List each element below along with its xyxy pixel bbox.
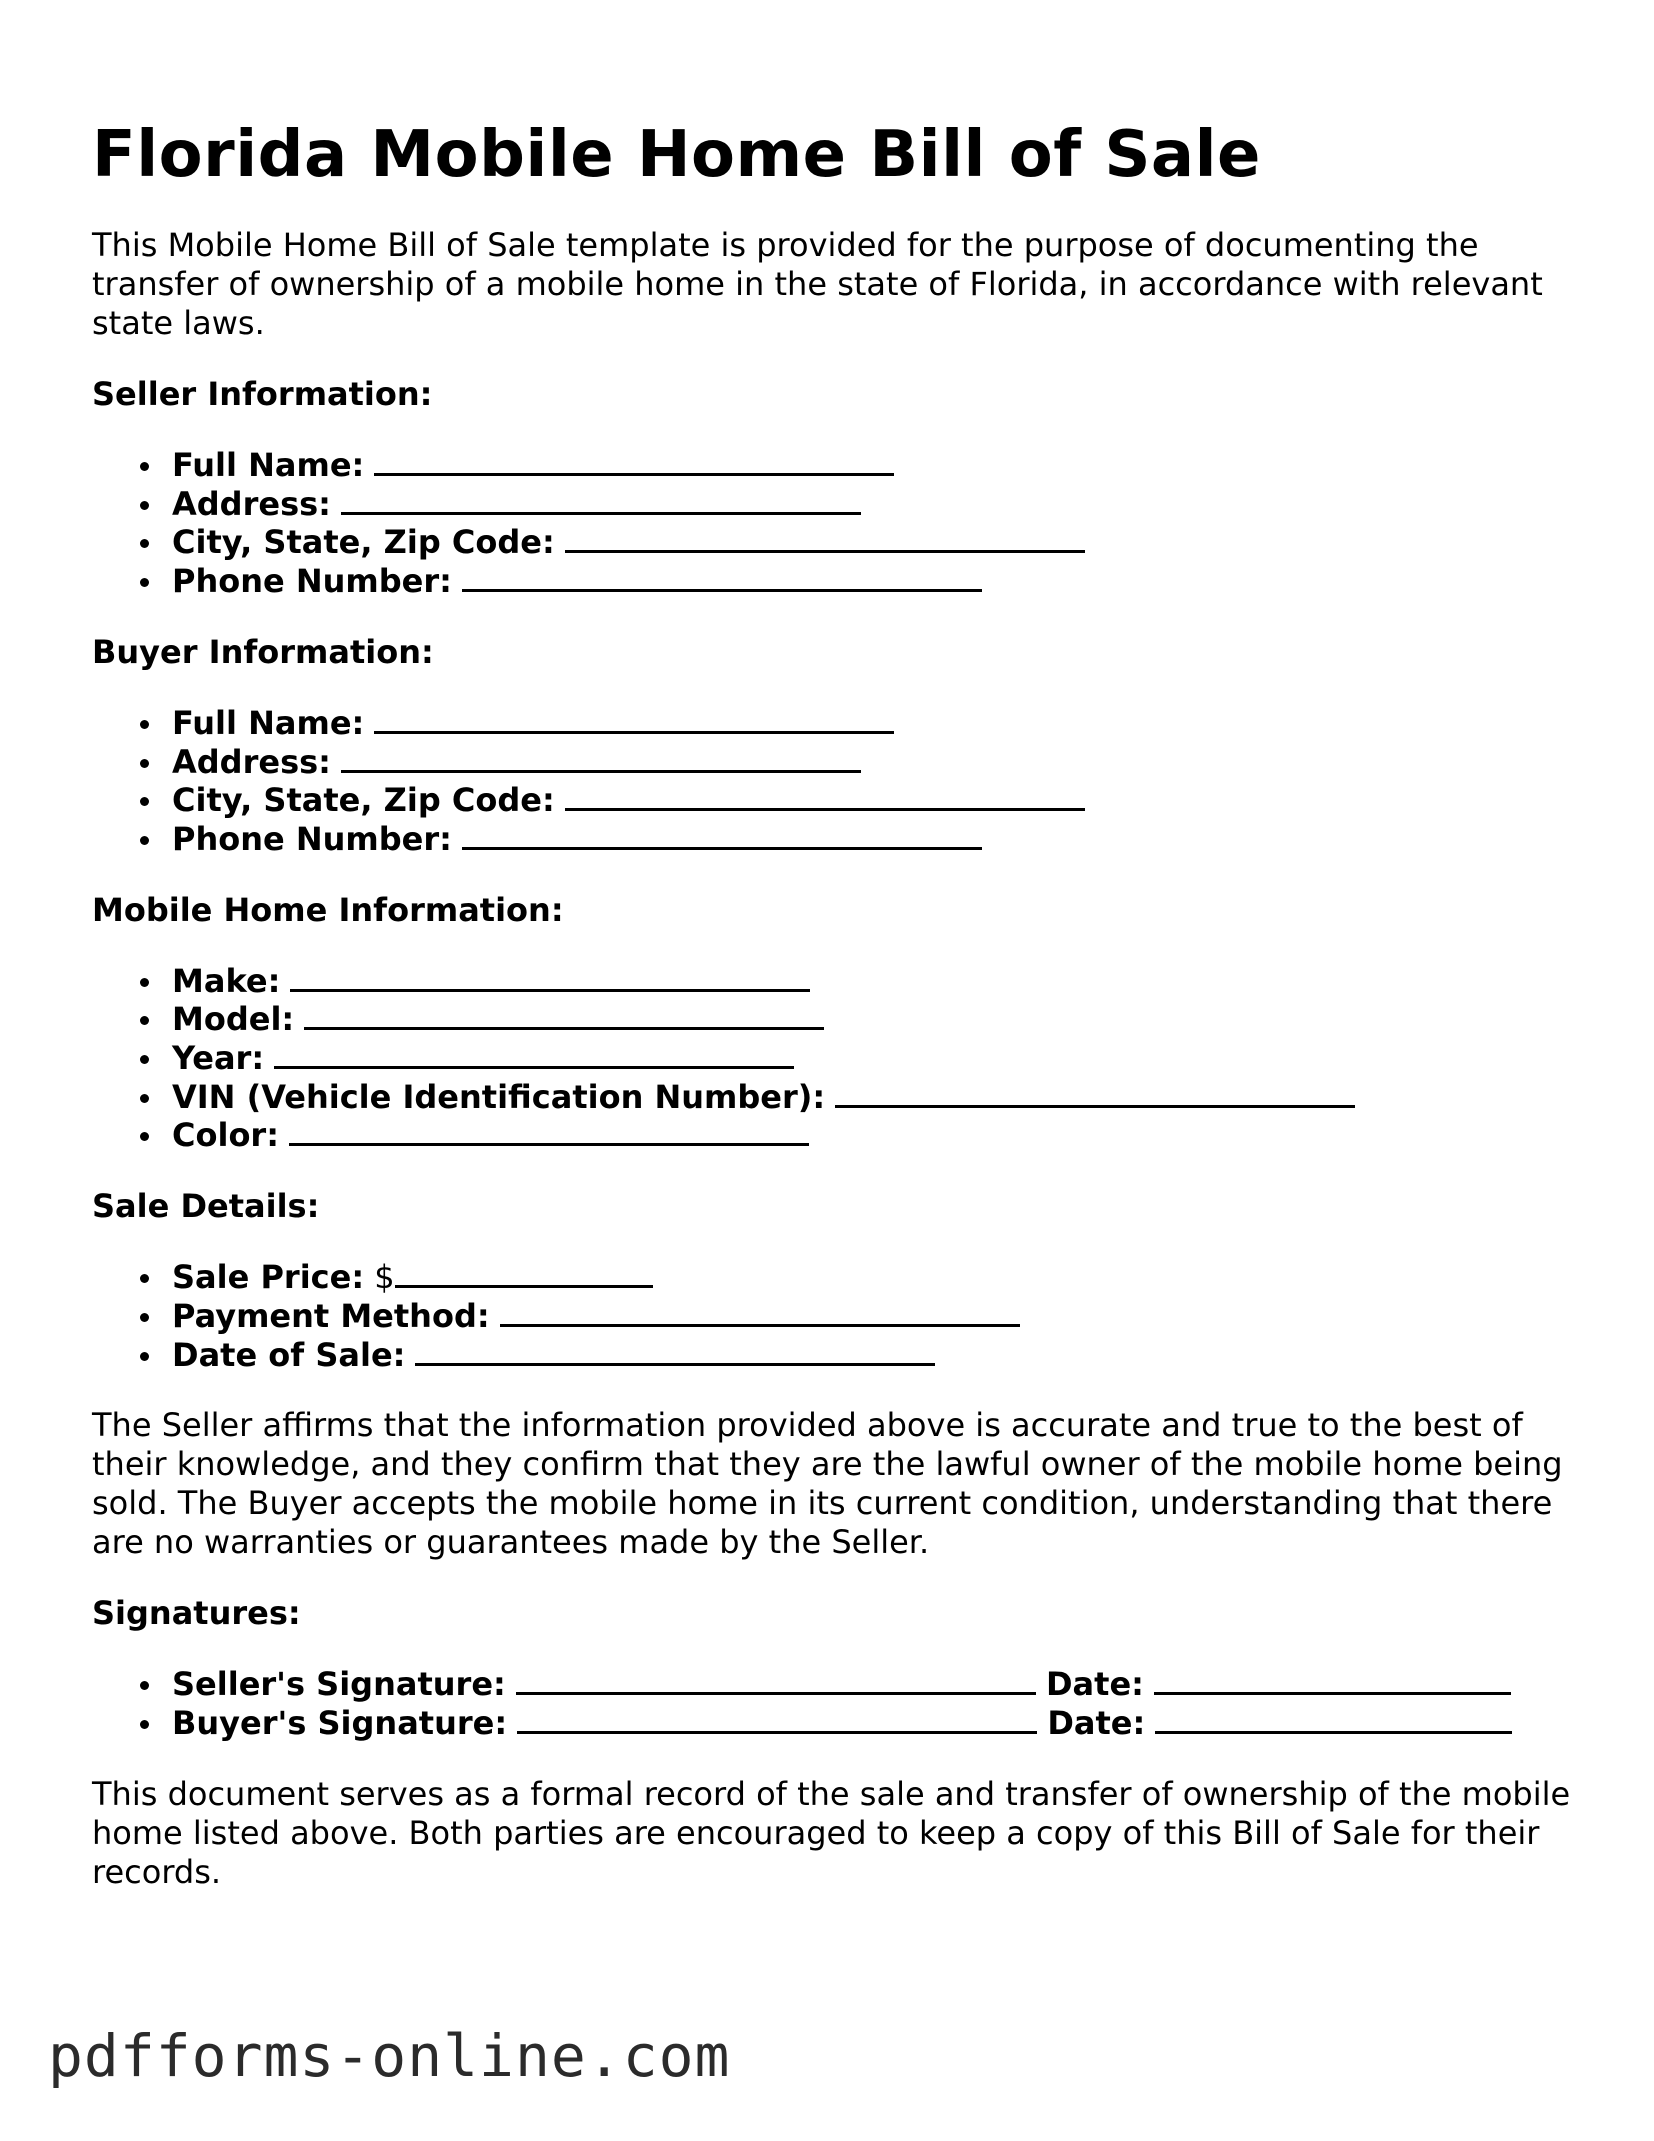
seller-fields xyxy=(92,446,1592,601)
field-label: VIN (Vehicle Identification Number): xyxy=(172,1077,826,1116)
date-of-sale-blank[interactable] xyxy=(415,1363,935,1366)
document-page xyxy=(92,112,1592,1892)
mobile-home-heading: Mobile Home Information: xyxy=(92,890,564,929)
field-label: Address: xyxy=(172,484,331,523)
sale-details-fields xyxy=(92,1258,1592,1374)
field-label: Date of Sale: xyxy=(172,1335,406,1374)
seller-heading: Seller Information: xyxy=(92,375,433,413)
field-label: Phone Number: xyxy=(172,562,452,601)
seller-city-state-zip-field[interactable] xyxy=(172,523,1592,562)
payment-method-blank[interactable] xyxy=(500,1324,1020,1327)
mobile-home-fields xyxy=(92,962,1592,1156)
field-label: City, State, Zip Code: xyxy=(172,781,555,820)
signatures-heading: Signatures: xyxy=(92,1594,301,1633)
date-label: Date: xyxy=(1047,1703,1146,1742)
seller-signature-blank[interactable] xyxy=(516,1692,1036,1695)
model-field[interactable] xyxy=(172,1000,1592,1039)
seller-phone-blank[interactable] xyxy=(462,589,982,592)
buyer-signature-blank[interactable] xyxy=(517,1731,1037,1734)
watermark: pdfforms-online.com xyxy=(48,2022,731,2090)
buyer-heading: Buyer Information: xyxy=(92,632,434,671)
color-field[interactable] xyxy=(172,1116,1592,1155)
field-label: Phone Number: xyxy=(172,819,452,858)
model-blank[interactable] xyxy=(304,1027,824,1030)
field-label: Model: xyxy=(172,1000,295,1039)
signature-fields xyxy=(92,1665,1592,1742)
date-label: Date: xyxy=(1045,1665,1144,1704)
make-blank[interactable] xyxy=(290,989,810,992)
buyer-fields xyxy=(92,704,1592,859)
document-title: Florida Mobile Home Bill of Sale xyxy=(92,118,1261,192)
field-label: Buyer's Signature: xyxy=(172,1703,508,1742)
field-label: Seller's Signature: xyxy=(172,1665,506,1704)
buyer-city-state-zip-field[interactable] xyxy=(172,781,1592,820)
seller-phone-field[interactable] xyxy=(172,562,1592,601)
field-label: Address: xyxy=(172,742,331,781)
vin-field[interactable] xyxy=(172,1078,1592,1117)
field-label: Make: xyxy=(172,961,281,1000)
seller-address-blank[interactable] xyxy=(341,512,861,515)
field-label: Full Name: xyxy=(172,446,365,484)
seller-full-name-field[interactable] xyxy=(172,446,1592,485)
buyer-phone-field[interactable] xyxy=(172,820,1592,859)
buyer-phone-blank[interactable] xyxy=(462,847,982,850)
closing-paragraph: This document serves as a formal record of the sale and transfer of ownership of the mobile home listed above. Both parties are encouraged to keep a copy of this Bill of Sale for their records. xyxy=(92,1774,1571,1891)
buyer-signature-field[interactable] xyxy=(172,1704,1592,1743)
buyer-address-blank[interactable] xyxy=(341,770,861,773)
year-field[interactable] xyxy=(172,1039,1592,1078)
seller-address-field[interactable] xyxy=(172,485,1592,524)
seller-signature-field[interactable] xyxy=(172,1665,1592,1704)
vin-blank[interactable] xyxy=(835,1105,1355,1108)
buyer-address-field[interactable] xyxy=(172,743,1592,782)
field-label: Payment Method: xyxy=(172,1296,490,1335)
buyer-date-blank[interactable] xyxy=(1155,1731,1512,1734)
year-blank[interactable] xyxy=(274,1066,794,1069)
make-field[interactable] xyxy=(172,962,1592,1001)
field-label: City, State, Zip Code: xyxy=(172,523,555,562)
sale-details-heading: Sale Details: xyxy=(92,1187,320,1226)
date-of-sale-field[interactable] xyxy=(172,1336,1592,1375)
seller-date-blank[interactable] xyxy=(1154,1692,1511,1695)
field-label: Year: xyxy=(172,1039,265,1078)
field-label: Full Name: xyxy=(172,703,365,742)
field-label: Color: xyxy=(172,1116,279,1155)
currency-symbol: $ xyxy=(374,1258,395,1297)
color-blank[interactable] xyxy=(289,1143,809,1146)
affirmation-paragraph: The Seller affirms that the information provided above is accurate and true to the best of their knowledge, and they confirm that they are the lawful owner of the mobile home being sold. The Buyer accepts the mobile home in its current condition, understanding that there are no warranties or guarantees made by the Seller. xyxy=(92,1406,1563,1562)
seller-city-state-zip-blank[interactable] xyxy=(565,550,1085,553)
buyer-full-name-field[interactable] xyxy=(172,704,1592,743)
intro-paragraph: This Mobile Home Bill of Sale template is provided for the purpose of documenting the transfer of ownership of a mobile home in the state of Florida, in accordance with relevant state laws. xyxy=(92,226,1543,342)
field-label: Sale Price: xyxy=(172,1258,365,1297)
payment-method-field[interactable] xyxy=(172,1297,1592,1336)
sale-price-field[interactable] xyxy=(172,1258,1592,1297)
sale-price-blank[interactable] xyxy=(395,1285,653,1288)
buyer-city-state-zip-blank[interactable] xyxy=(565,808,1085,811)
seller-full-name-blank[interactable] xyxy=(374,473,894,476)
buyer-full-name-blank[interactable] xyxy=(374,731,894,734)
